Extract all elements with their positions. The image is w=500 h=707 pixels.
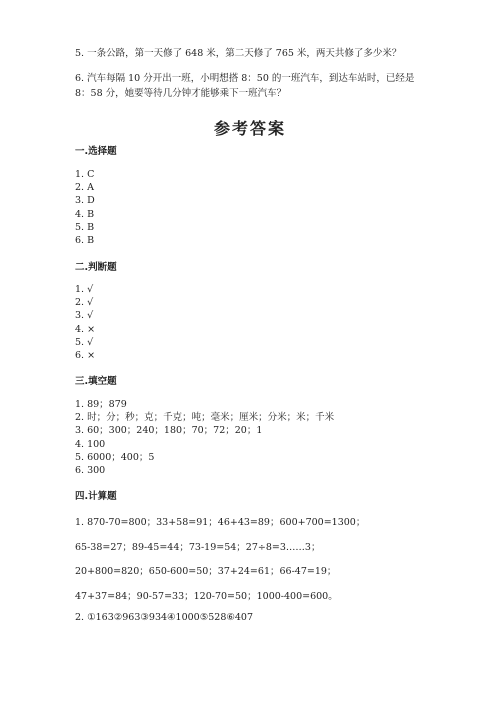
list-item: 1. 89；879: [75, 399, 127, 410]
list-item: 3. √: [75, 310, 94, 322]
choice-answer-list: [75, 168, 95, 247]
calculation-line-4: 47+37=84；90-57=33；120-70=50；1000-400=600。: [75, 591, 338, 602]
list-item: 6. ×: [75, 350, 96, 362]
fill-blank-answer-list: [75, 398, 334, 477]
list-item: 3. D: [75, 195, 95, 207]
section-heading-judgment: 二.判断题: [75, 262, 117, 273]
list-item: 4. B: [75, 208, 95, 220]
list-item: 6. 300: [75, 465, 106, 477]
list-item: 4. ×: [75, 323, 96, 335]
calculation-line-1: 1. 870-70=800；33+58=91；46+43=89；600+700=1300；: [75, 517, 366, 528]
list-item: 4. 100: [75, 438, 106, 450]
list-item: 1. C: [75, 169, 95, 180]
question-5-text: 5. 一条公路，第一天修了 648 米，第二天修了 765 米，两天共修了多少米？: [75, 48, 402, 59]
list-item: 1. √: [75, 284, 94, 295]
calculation-line-3: 20+800=820；650-600=50；37+24=61；66-47=19；: [75, 566, 337, 577]
page-title: 参考答案: [213, 119, 286, 138]
list-item: 5. √: [75, 336, 94, 348]
judgment-answer-list: [75, 283, 95, 362]
list-item: 5. 6000；400；5: [75, 451, 155, 463]
calculation-line-5: 2. ①163②963③934④1000⑤528⑥407: [75, 612, 254, 623]
list-item: 2. A: [75, 182, 94, 194]
calculation-line-2: 65-38=27；89-45=44；73-19=54；27÷8=3……3；: [75, 542, 321, 553]
question-6-text-line-2: 8：58 分，她要等待几分钟才能够乘下一班汽车？: [75, 88, 287, 99]
section-heading-calculation: 四.计算题: [75, 491, 117, 502]
list-item: 3. 60；300；240；180；70；72；20；1: [75, 425, 263, 437]
list-item: 6. B: [75, 235, 95, 247]
question-6-text-line-1: 6. 汽车每隔 10 分开出一班，小明想搭 8：50 的一班汽车，到达车站时，已经是: [75, 73, 415, 84]
section-heading-fill-blank: 三.填空题: [75, 376, 117, 387]
list-item: 2. √: [75, 297, 94, 309]
section-heading-choice: 一.选择题: [75, 146, 117, 157]
list-item: 2. 时；分；秒；克；千克；吨；毫米；厘米；分米；米；千米: [75, 412, 335, 424]
list-item: 5. B: [75, 221, 95, 233]
